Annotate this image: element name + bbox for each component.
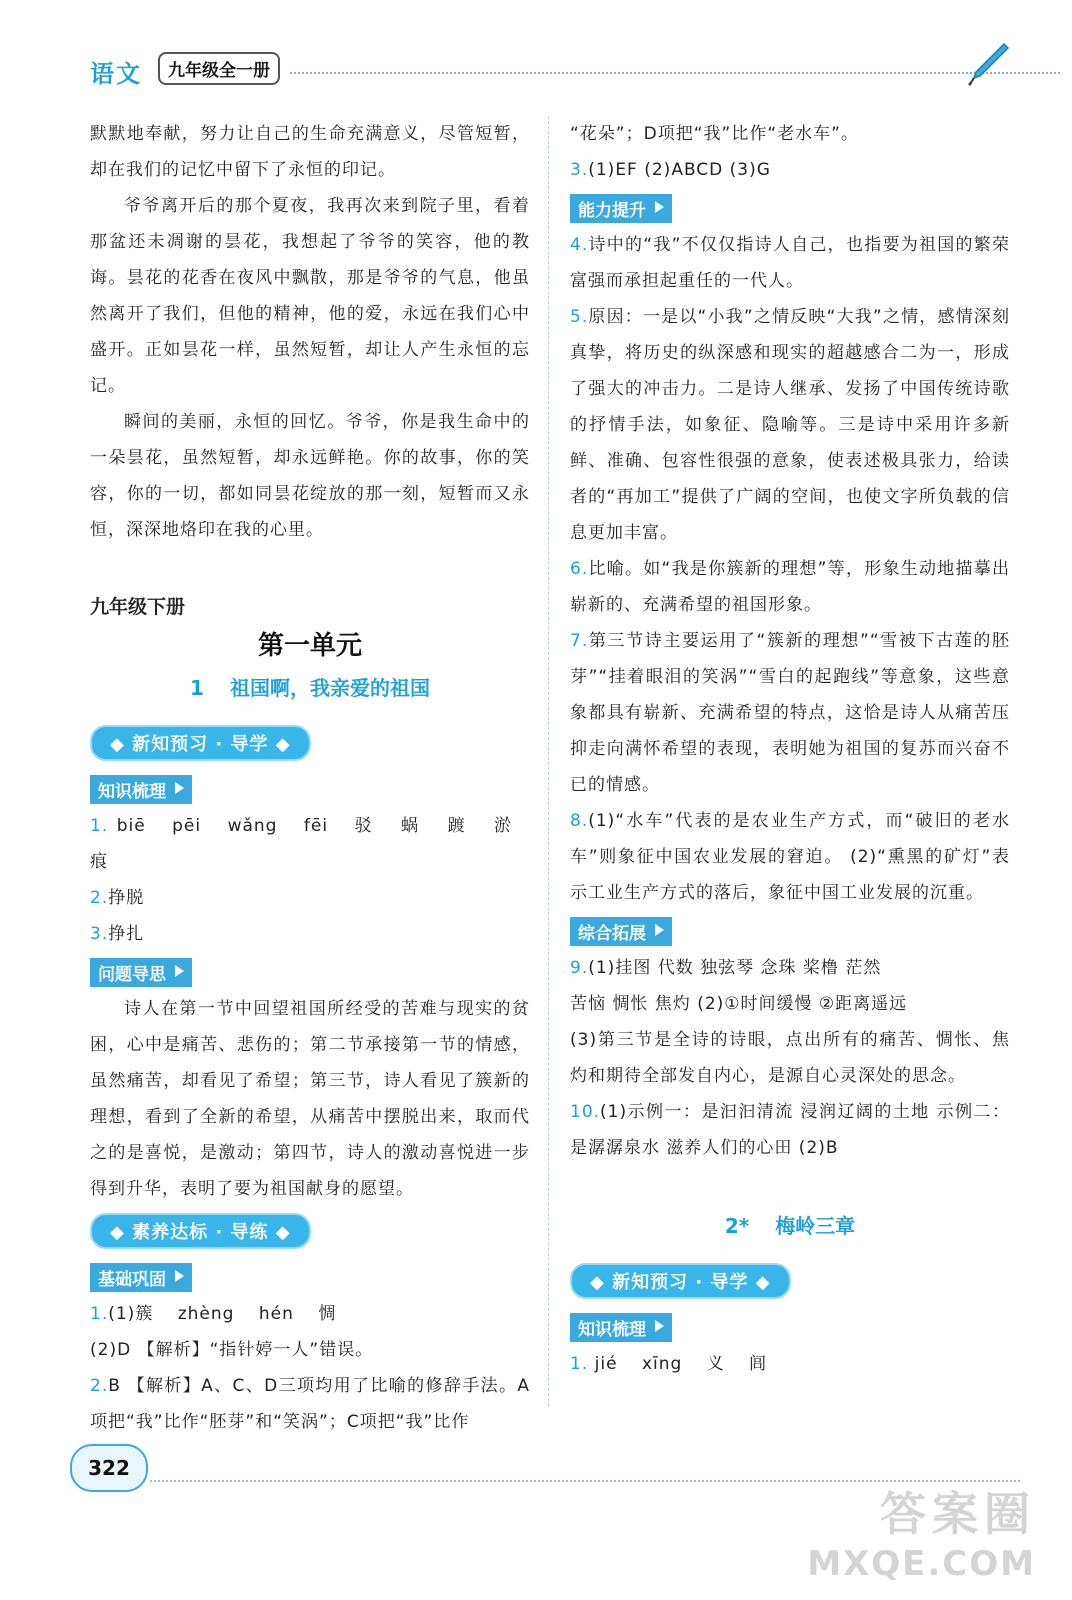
list-item: 义	[706, 1354, 725, 1374]
triangle-icon	[655, 201, 664, 213]
answer-text: (1)挂图 代数 独弦琴 念珠 桨橹 茫然	[588, 958, 882, 978]
answer-number: 10.	[570, 1102, 601, 1122]
answer-r6	[570, 551, 1010, 623]
answer-j1-b: (2)D 【解析】“指针婷一人”错误。	[90, 1340, 374, 1360]
answer-m1	[570, 1346, 1010, 1382]
essay-paragraph-1: 默默地奉献，努力让自己的生命充满意义，尽管短暂，却在我们的记忆中留下了永恒的印记。	[90, 124, 530, 180]
section-pill-practice: ◆ 素养达标 · 导练 ◆	[90, 1213, 311, 1249]
answer-r0: “花朵”；D项把“我”比作“老水车”。	[570, 124, 859, 144]
tag-label: 知识梳理	[98, 782, 166, 802]
answer-number: 4.	[570, 235, 589, 255]
answer-k3	[90, 916, 530, 952]
answer-r9-c: (3)第三节是全诗的诗眼，点出所有的痛苦、惆怅、焦灼和期待全部发自内心，是源自心灵深处的思念。	[570, 1030, 1010, 1086]
list-item: hén	[258, 1304, 294, 1324]
watermark	[807, 1478, 1036, 1584]
tag-label: 问题导思	[98, 965, 166, 985]
left-column	[90, 116, 530, 1440]
essay-paragraph-2: 爷爷离开后的那个夏夜，我再次来到院子里，看着那盆还未凋谢的昙花，我想起了爷爷的笑容，他的教诲。昙花的花香在夜风中飘散，那是爷爷的气息，他虽然离开了我们，但他的精神，他的爱，永远在我们心中盛开。正如昙花一样，虽然短暂，却让人产生永恒的忘记。	[90, 196, 530, 396]
tag-label: 综合拓展	[578, 924, 646, 944]
tag-basics	[90, 1263, 192, 1292]
subject-label: 语文	[90, 60, 142, 88]
pen-icon	[964, 40, 1012, 88]
lesson-name: 祖国啊，我亲爱的祖国	[229, 676, 430, 700]
triangle-icon	[655, 1320, 664, 1332]
section-pill-preview-2: ◆ 新知预习 · 导学 ◆	[570, 1263, 791, 1299]
list-item: pēi	[172, 816, 202, 836]
list-item: 踱	[447, 816, 468, 836]
triangle-icon	[175, 782, 184, 794]
lesson-title	[90, 672, 530, 701]
list-item: 惆	[318, 1304, 337, 1324]
answer-number: 7.	[570, 631, 589, 651]
page-number: 322	[70, 1444, 148, 1492]
answer-text: 比喻。如“我是你簇新的理想”等，形象生动地描摹出崭新的、充满希望的祖国形象。	[570, 559, 1010, 615]
answer-text: (1)EF (2)ABCD (3)G	[588, 160, 771, 180]
tag-knowledge-2	[570, 1313, 672, 1342]
answer-number: 3.	[90, 924, 109, 944]
list-item: 驳	[354, 816, 375, 836]
list-item: 痕	[90, 852, 108, 872]
answer-r8	[570, 803, 1010, 911]
lesson-number: 1	[190, 676, 204, 700]
watermark-url: MXQE.COM	[807, 1544, 1036, 1584]
tag-extension	[570, 917, 672, 946]
answer-r10	[570, 1094, 1010, 1166]
answer-text: 原因：一是以“小我”之情反映“大我”之情，感情深刻真挚，将历史的纵深感和现实的超越感合二为一，形成了强大的冲击力。二是诗人继承、发扬了中国传统诗歌的抒情手法，如象征、隐喻等。三是诗中采用许多新鲜、准确、包容性很强的意象，使表述极具张力，给读者的“再加工”提供了广阔的空间，也使文字所负载的信息更加丰富。	[570, 307, 1010, 543]
list-item: 淤	[494, 816, 513, 836]
right-column	[570, 116, 1010, 1382]
tag-question-guide	[90, 958, 192, 987]
answer-text: 第三节诗主要运用了“簇新的理想”“雪被下古莲的胚芽”“挂着眼泪的笑涡”“雪白的起跑线”等意象，这些意象都具有崭新、充满希望的特点，这恰是诗人从痛苦压抑走向满怀希望的表现，表明她为祖国的复苏而兴奋不已的情感。	[570, 631, 1010, 795]
answer-number: 6.	[570, 559, 589, 579]
tag-label: 能力提升	[578, 201, 646, 221]
list-item: biē	[116, 816, 146, 836]
answer-r3	[570, 152, 1010, 188]
tag-label: 基础巩固	[98, 1270, 166, 1290]
tag-knowledge	[90, 775, 192, 804]
list-item: 蜗	[401, 816, 422, 836]
answer-k1	[90, 808, 530, 880]
answer-k2	[90, 880, 530, 916]
triangle-icon	[175, 1270, 184, 1282]
unit-heading: 第一单元	[257, 631, 362, 661]
section-pill-preview: ◆ 新知预习 · 导学 ◆	[90, 725, 311, 761]
answer-number: 1.	[570, 1354, 589, 1374]
header-dotted-line	[290, 72, 1060, 74]
tag-label: 知识梳理	[578, 1320, 646, 1340]
answer-number: 5.	[570, 307, 589, 327]
list-item: zhèng	[177, 1304, 235, 1324]
answer-number: 2.	[90, 1376, 109, 1396]
answer-number: 1.	[90, 816, 109, 836]
triangle-icon	[655, 924, 664, 936]
watermark-text: 答案圈	[880, 1487, 1036, 1541]
answer-j2	[90, 1368, 530, 1440]
grade-label: 九年级全一册	[158, 52, 280, 85]
answer-r9-b: 苦恼 惆怅 焦灼 (2)①时间缓慢 ②距离遥远	[570, 994, 908, 1014]
answer-text: 挣脱	[108, 888, 145, 908]
lesson2-name: 梅岭三章	[775, 1214, 856, 1238]
list-item: jié	[594, 1354, 618, 1374]
answer-j1	[90, 1296, 530, 1332]
answer-number: 8.	[570, 811, 589, 831]
answer-text: (1)簇	[108, 1304, 154, 1324]
answer-r9	[570, 950, 1010, 986]
list-item: wǎng	[227, 816, 278, 836]
list-item: xīng	[641, 1354, 683, 1374]
answer-r5	[570, 299, 1010, 551]
answer-number: 2.	[90, 888, 109, 908]
answer-r4	[570, 227, 1010, 299]
volume-heading: 九年级下册	[90, 596, 186, 618]
column-divider	[548, 116, 549, 1406]
page-header	[90, 52, 1020, 92]
triangle-icon	[175, 965, 184, 977]
question-guide-text: 诗人在第一节中回望祖国所经受的苦难与现实的贫困，心中是痛苦、悲伤的；第二节承接第一节的情感，虽然痛苦，却看见了希望；第三节，诗人看见了簇新的理想，看到了全新的希望，从痛苦中摆脱出来，取而代之的是喜悦，是激动；第四节，诗人的激动喜悦进一步得到升华，表明了要为祖国献身的愿望。	[90, 999, 530, 1199]
answer-text: 挣扎	[108, 924, 145, 944]
answer-number: 1.	[90, 1304, 109, 1324]
answer-text: (1)“水车”代表的是农业生产方式，而“破旧的老水车”则象征中国农业发展的窘迫。 (2)“熏黑的矿灯”表示工业生产方式的落后，象征中国工业发展的沉重。	[570, 811, 1010, 903]
lesson2-title	[570, 1210, 1010, 1239]
answer-text: 诗中的“我”不仅仅指诗人自己，也指要为祖国的繁荣富强而承担起重任的一代人。	[570, 235, 1010, 291]
answer-text: (1)示例一：是汩汩清流 浸润辽阔的土地 示例二：是潺潺泉水 滋养人们的心田 (2)B	[570, 1102, 1010, 1158]
list-item: 闾	[749, 1354, 768, 1374]
list-item: fēi	[303, 816, 329, 836]
essay-paragraph-3: 瞬间的美丽，永恒的回忆。爷爷，你是我生命中的一朵昙花，虽然短暂，却永远鲜艳。你的故事，你的笑容，你的一切，都如同昙花绽放的那一刻，短暂而又永恒，深深地烙印在我的心里。	[90, 412, 530, 540]
lesson2-number: 2*	[724, 1214, 750, 1238]
answer-number: 9.	[570, 958, 589, 978]
answer-r7	[570, 623, 1010, 803]
answer-text: B 【解析】A、C、D三项均用了比喻的修辞手法。A项把“我”比作“胚芽”和“笑涡”；C项把“我”比作	[90, 1376, 530, 1432]
answer-number: 3.	[570, 160, 589, 180]
tag-ability	[570, 194, 672, 223]
